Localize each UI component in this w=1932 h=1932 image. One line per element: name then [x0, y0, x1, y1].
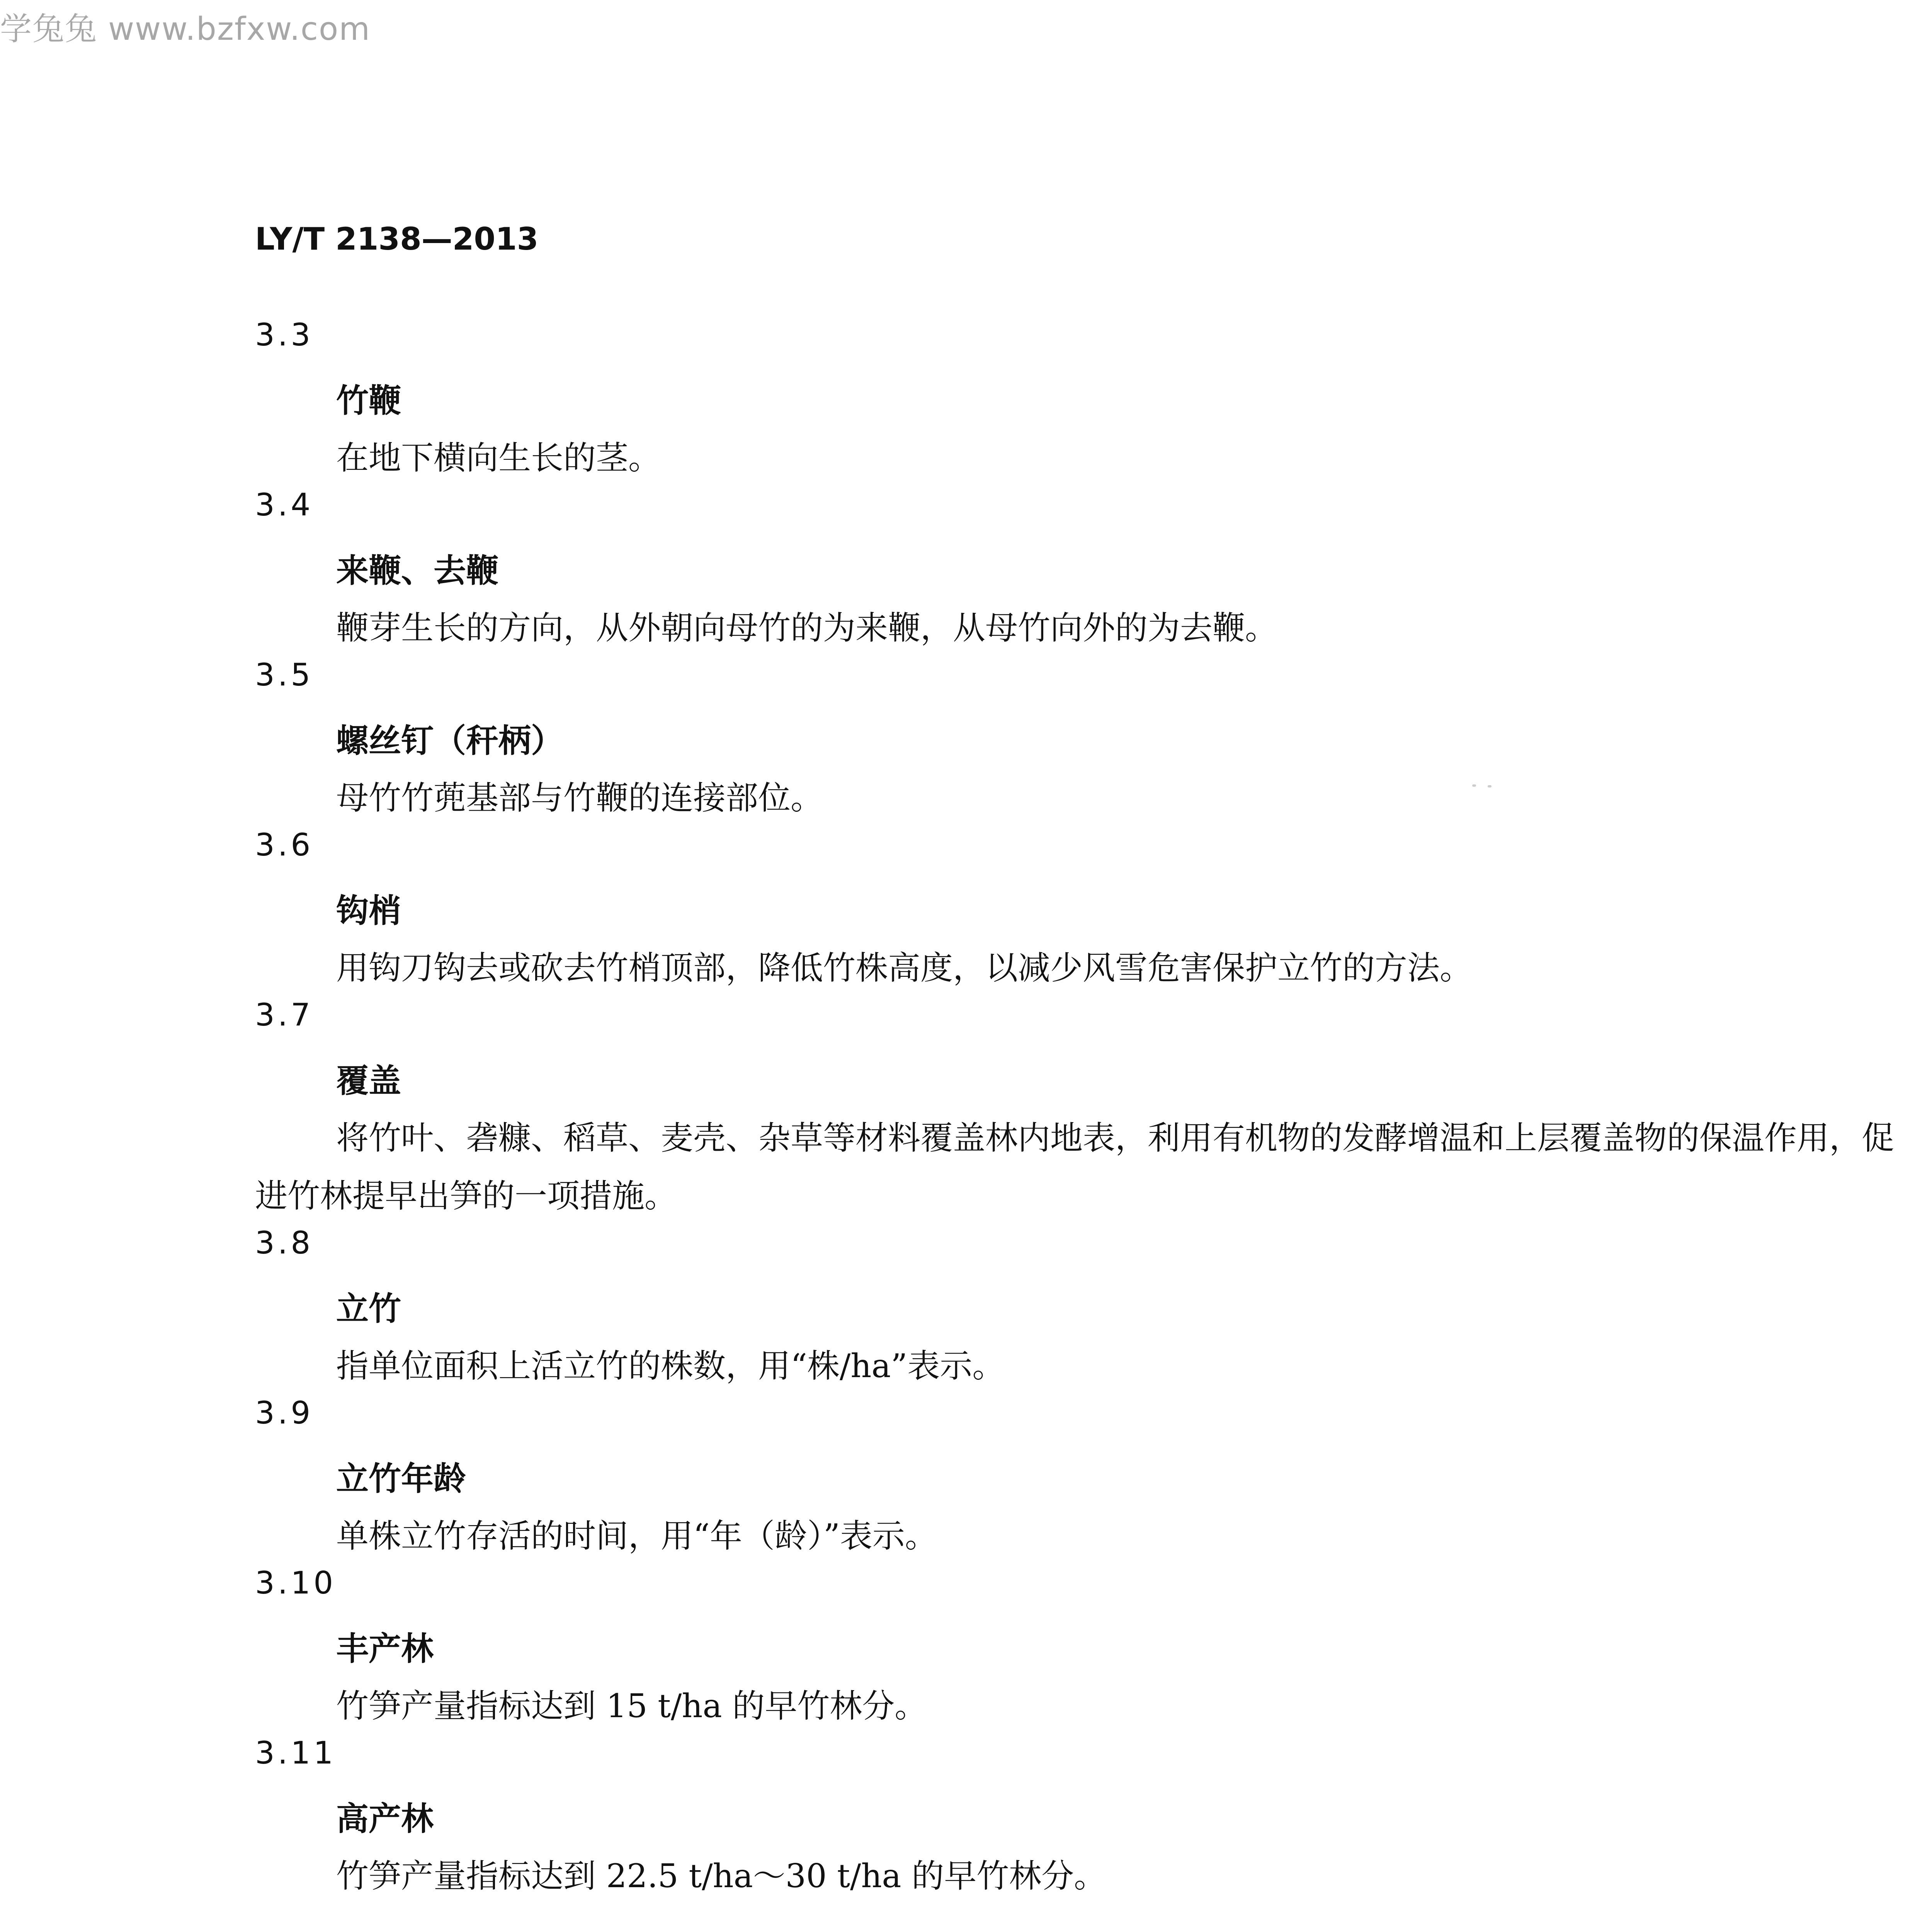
term-name: 竹鞭	[336, 382, 401, 420]
term-number: 3.11	[255, 1735, 337, 1771]
term-definition: 母竹竹蔸基部与竹鞭的连接部位。	[336, 779, 823, 817]
term-definition: 鞭芽生长的方向，从外朝向母竹的为来鞭，从母竹向外的为去鞭。	[336, 609, 1278, 647]
term-entry	[255, 1225, 1917, 1395]
standard-code-header: LY/T 2138—2013	[255, 221, 539, 257]
term-name: 高产林	[336, 1800, 434, 1838]
term-entry	[255, 657, 1917, 827]
term-definition: 将竹叶、砻糠、稻草、麦壳、杂草等材料覆盖林内地表，利用有机物的发酵增温和上层覆盖物的保温作用，促进竹林提早出笋的一项措施。	[255, 1119, 1895, 1215]
term-entry	[255, 1735, 1917, 1905]
term-number: 3.9	[255, 1395, 314, 1431]
term-definition: 在地下横向生长的茎。	[336, 439, 661, 477]
term-definition: 单株立竹存活的时间，用“年（龄）”表示。	[336, 1517, 937, 1555]
term-number: 3.5	[255, 657, 314, 693]
term-definition: 竹笋产量指标达到 22.5 t/ha～30 t/ha 的早竹林分。	[336, 1857, 1107, 1895]
term-entry	[255, 487, 1917, 657]
term-number: 3.10	[255, 1565, 337, 1601]
term-definition: 用钩刀钩去或砍去竹梢顶部，降低竹株高度，以减少风雪危害保护立竹的方法。	[336, 949, 1473, 987]
term-number: 3.7	[255, 997, 314, 1033]
term-name: 立竹年龄	[336, 1460, 466, 1498]
term-name: 立竹	[336, 1290, 401, 1328]
term-name: 丰产林	[336, 1630, 434, 1668]
terms-list	[255, 317, 1917, 1905]
term-name: 来鞭、去鞭	[336, 552, 499, 590]
scan-speck	[1488, 785, 1492, 787]
term-number: 3.8	[255, 1225, 314, 1261]
term-name: 螺丝钉（秆柄）	[336, 722, 564, 760]
term-number: 3.6	[255, 827, 314, 863]
scan-speck	[1472, 784, 1476, 787]
watermark: 学兔兔 www.bzfxw.com	[0, 11, 371, 48]
term-entry	[255, 997, 1917, 1225]
term-entry	[255, 827, 1917, 997]
term-entry	[255, 1565, 1917, 1735]
term-definition: 竹笋产量指标达到 15 t/ha 的早竹林分。	[336, 1687, 927, 1725]
term-name: 钩梢	[336, 892, 401, 930]
term-number: 3.3	[255, 317, 314, 353]
term-entry	[255, 317, 1917, 487]
term-number: 3.4	[255, 487, 314, 523]
term-name: 覆盖	[336, 1062, 401, 1100]
term-entry	[255, 1395, 1917, 1565]
term-definition: 指单位面积上活立竹的株数，用“株/ha”表示。	[336, 1347, 1005, 1385]
